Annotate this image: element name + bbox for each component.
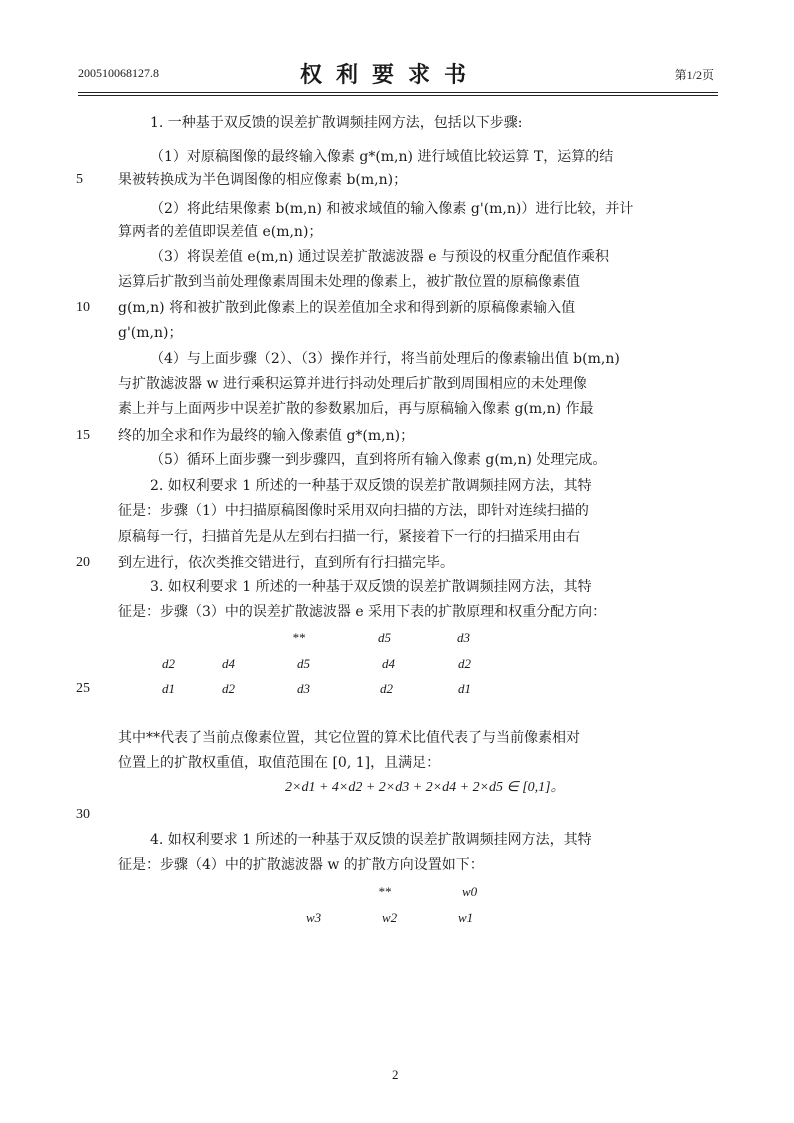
weight-constraint-formula: 2×d1 + 4×d2 + 2×d3 + 2×d4 + 2×d5 ∈ [0,1]。 [285, 780, 565, 795]
line-number: 20 [76, 555, 90, 570]
claim-line: g(m,n) 将和被扩散到此像素上的误差值加全求和得到新的原稿像素输入值 [118, 300, 576, 316]
claim-line: 到左进行，依次类推交错进行，直到所有行扫描完毕。 [118, 555, 454, 571]
page-number: 2 [392, 1067, 399, 1082]
claim-line: （3）将误差值 e(m,n) 通过误差扩散滤波器 e 与预设的权重分配值作乘积 [150, 249, 609, 265]
line-number: 30 [76, 807, 90, 822]
claim-line: 位置上的扩散权重值，取值范围在 [0, 1]，且满足： [118, 755, 441, 771]
matrix-w-cell: w0 [462, 884, 478, 899]
matrix-w-cell: ** [378, 884, 391, 899]
matrix-e-cell: d5 [378, 630, 391, 645]
claim-line: 2. 如权利要求 1 所述的一种基于双反馈的误差扩散调频挂网方法，其特 [150, 478, 592, 494]
claim-line: 征是：步骤（4）中的扩散滤波器 w 的扩散方向设置如下： [118, 857, 484, 873]
line-number: 25 [76, 681, 90, 696]
header-rule-top [78, 92, 718, 93]
matrix-e-cell: d2 [162, 656, 175, 671]
application-number: 200510068127.8 [78, 66, 159, 80]
claim-line: （5）循环上面步骤一到步骤四，直到将所有输入像素 g(m,n) 处理完成。 [150, 452, 607, 468]
matrix-w-cell: w1 [458, 910, 474, 925]
line-number: 5 [76, 172, 83, 187]
claim-line: g'(m,n)； [118, 325, 183, 341]
claim-line: （4）与上面步骤（2）、（3）操作并行，将当前处理后的像素输出值 b(m,n) [150, 351, 620, 367]
claim-line: 1. 一种基于双反馈的误差扩散调频挂网方法，包括以下步骤: [150, 115, 523, 131]
matrix-e-cell: d2 [222, 681, 235, 696]
claim-line: 征是：步骤（1）中扫描原稿图像时采用双向扫描的方法，即针对连续扫描的 [118, 503, 589, 519]
matrix-e-cell: d5 [297, 656, 310, 671]
claim-line: 其中**代表了当前点像素位置，其它位置的算术比值代表了与当前像素相对 [118, 730, 580, 746]
claim-line: 3. 如权利要求 1 所述的一种基于双反馈的误差扩散调频挂网方法，其特 [150, 579, 592, 595]
claim-line: 算两者的差值即误差值 e(m,n)； [118, 224, 323, 240]
matrix-e-cell: d3 [457, 630, 470, 645]
claim-line: 果被转换成为半色调图像的相应像素 b(m,n)； [118, 172, 408, 188]
claim-line: 运算后扩散到当前处理像素周围未处理的像素上，被扩散位置的原稿像素值 [118, 274, 580, 290]
claim-line: （2）将此结果像素 b(m,n) 和被求域值的输入像素 g'(m,n)）进行比较，并计 [150, 201, 634, 217]
line-number: 15 [76, 428, 90, 443]
matrix-w-cell: w2 [382, 910, 398, 925]
claim-line: 终的加全求和作为最终的输入像素值 g*(m,n)； [118, 428, 415, 444]
page-info: 第1/2页 [674, 68, 714, 82]
claim-line: 征是：步骤（3）中的误差扩散滤波器 e 采用下表的扩散原理和权重分配方向： [118, 604, 607, 620]
matrix-w-cell: w3 [306, 910, 322, 925]
matrix-e-cell: d4 [382, 656, 395, 671]
matrix-e-cell: d2 [380, 681, 393, 696]
line-number: 10 [76, 300, 90, 315]
claim-line: 原稿每一行，扫描首先是从左到右扫描一行，紧接着下一行的扫描采用由右 [118, 529, 580, 545]
matrix-e-cell: d4 [222, 656, 235, 671]
matrix-e-cell: ** [292, 630, 305, 645]
header-rule-bottom [78, 95, 718, 96]
claim-line: （1）对原稿图像的最终输入像素 g*(m,n) 进行域值比较运算 T，运算的结 [150, 149, 614, 165]
claim-line: 与扩散滤波器 w 进行乘积运算并进行抖动处理后扩散到周围相应的未处理像 [118, 376, 587, 392]
matrix-e-cell: d1 [458, 681, 471, 696]
matrix-e-cell: d1 [162, 681, 175, 696]
claim-line: 4. 如权利要求 1 所述的一种基于双反馈的误差扩散调频挂网方法，其特 [150, 832, 592, 848]
matrix-e-cell: d2 [458, 656, 471, 671]
page-title: 权利要求书 [300, 63, 481, 88]
matrix-e-cell: d3 [297, 681, 310, 696]
claim-line: 素上并与上面两步中误差扩散的参数累加后，再与原稿输入像素 g(m,n) 作最 [118, 401, 594, 417]
